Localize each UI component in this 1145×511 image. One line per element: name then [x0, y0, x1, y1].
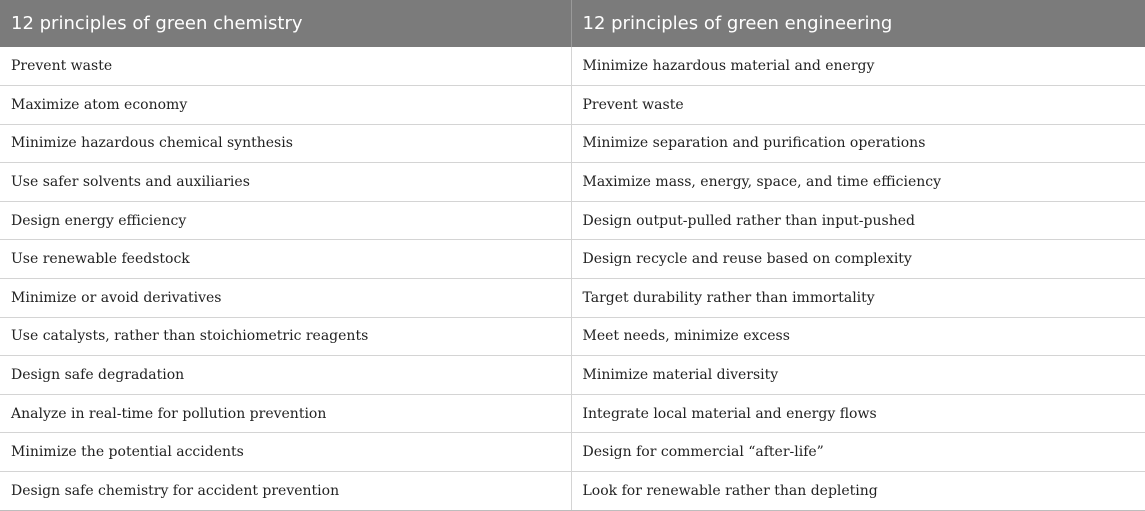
cell-green-engineering: Look for renewable rather than depleting: [571, 472, 1145, 511]
table-row: [0, 279, 1145, 318]
table-row: [0, 124, 1145, 163]
cell-green-chemistry: Analyze in real-time for pollution prevention: [0, 394, 571, 433]
table-row: [0, 47, 1145, 86]
cell-green-engineering: Design for commercial “after-life”: [571, 433, 1145, 472]
cell-green-engineering: Minimize separation and purification operations: [571, 124, 1145, 163]
table-row: [0, 163, 1145, 202]
cell-green-engineering: Design output-pulled rather than input-pushed: [571, 201, 1145, 240]
header-green-engineering: 12 principles of green engineering: [571, 0, 1145, 47]
cell-green-engineering: Minimize material diversity: [571, 356, 1145, 395]
cell-green-engineering: Minimize hazardous material and energy: [571, 47, 1145, 86]
cell-green-engineering: Meet needs, minimize excess: [571, 317, 1145, 356]
table-row: [0, 317, 1145, 356]
cell-green-chemistry: Use catalysts, rather than stoichiometric reagents: [0, 317, 571, 356]
table-header: [0, 0, 1145, 47]
cell-green-engineering: Design recycle and reuse based on complexity: [571, 240, 1145, 279]
cell-green-chemistry: Maximize atom economy: [0, 86, 571, 125]
cell-green-chemistry: Minimize hazardous chemical synthesis: [0, 124, 571, 163]
cell-green-engineering: Target durability rather than immortality: [571, 279, 1145, 318]
header-green-chemistry: 12 principles of green chemistry: [0, 0, 571, 47]
cell-green-chemistry: Use renewable feedstock: [0, 240, 571, 279]
table-row: [0, 86, 1145, 125]
cell-green-chemistry: Minimize or avoid derivatives: [0, 279, 571, 318]
cell-green-chemistry: Use safer solvents and auxiliaries: [0, 163, 571, 202]
table-row: [0, 394, 1145, 433]
cell-green-engineering: Prevent waste: [571, 86, 1145, 125]
cell-green-engineering: Maximize mass, energy, space, and time efficiency: [571, 163, 1145, 202]
table-row: [0, 201, 1145, 240]
cell-green-chemistry: Design safe degradation: [0, 356, 571, 395]
table-row: [0, 472, 1145, 511]
table-row: [0, 356, 1145, 395]
header-row: [0, 0, 1145, 47]
table-row: [0, 433, 1145, 472]
cell-green-chemistry: Minimize the potential accidents: [0, 433, 571, 472]
table-row: [0, 240, 1145, 279]
cell-green-chemistry: Design safe chemistry for accident prevention: [0, 472, 571, 511]
cell-green-engineering: Integrate local material and energy flows: [571, 394, 1145, 433]
cell-green-chemistry: Design energy efficiency: [0, 201, 571, 240]
cell-green-chemistry: Prevent waste: [0, 47, 571, 86]
table-body: [0, 47, 1145, 510]
